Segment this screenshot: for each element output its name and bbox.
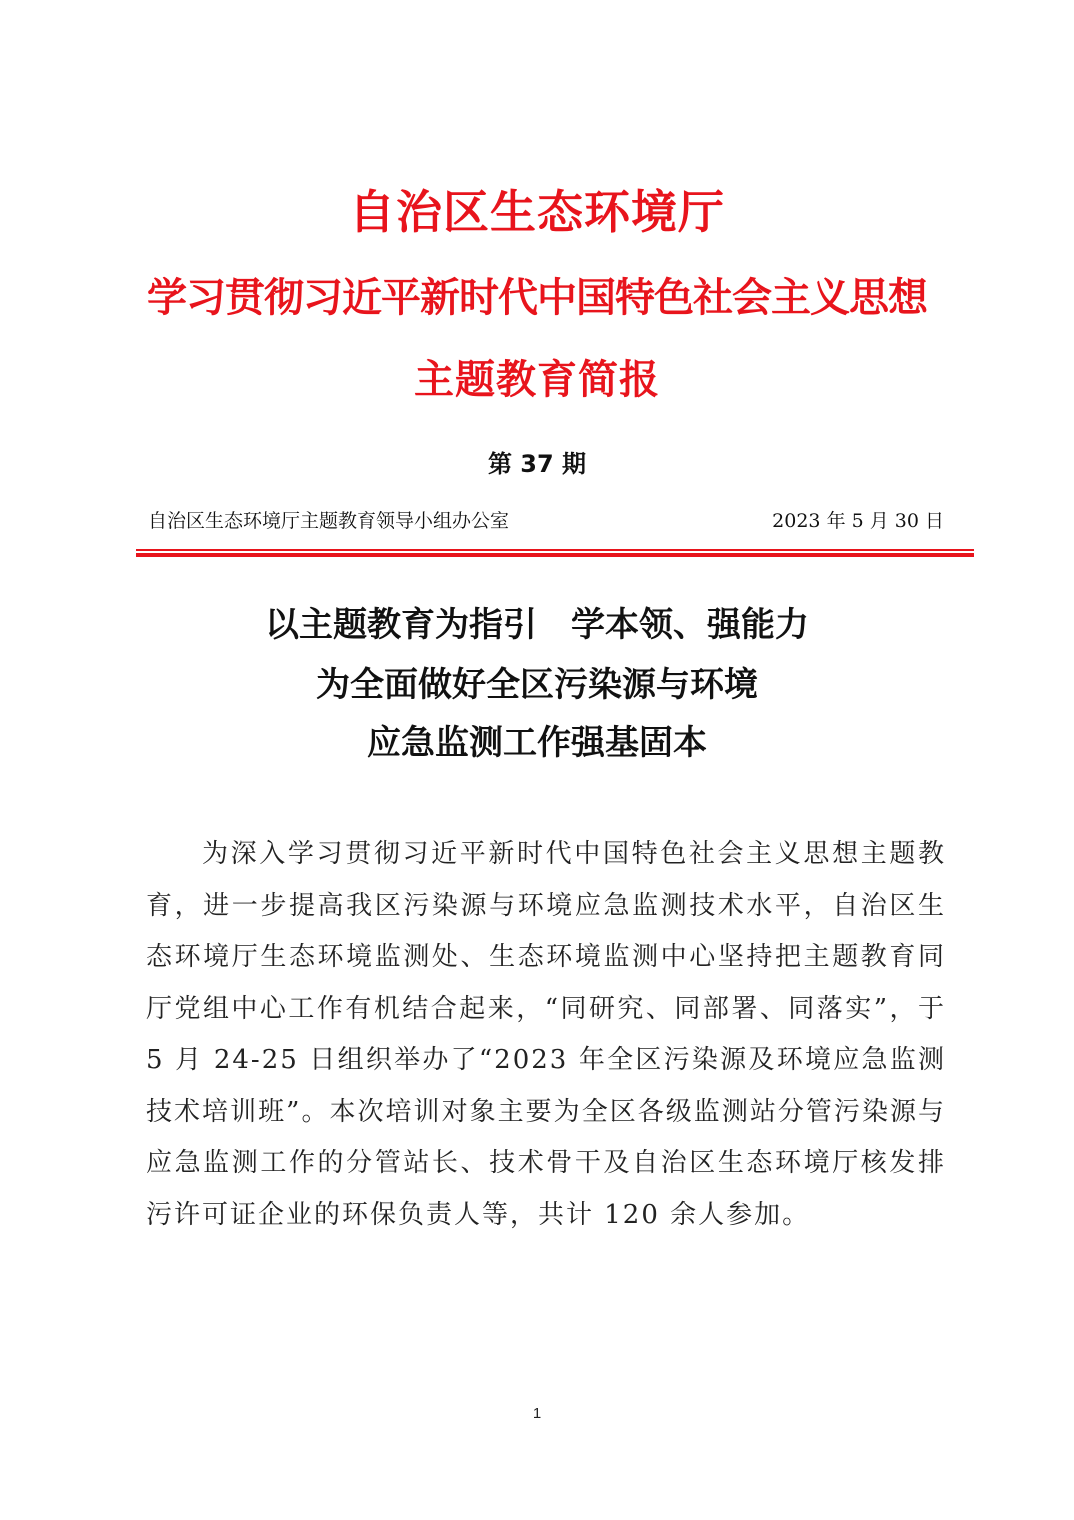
page-number: 1 [532,1405,542,1422]
masthead-bulletin-name: 主题教育简报 [414,356,660,403]
masthead-subtitle: 学习贯彻习近平新时代中国特色社会主义思想 [147,274,927,321]
masthead-title: 自治区生态环境厅 [349,185,725,239]
issue-date: 2023 年 5 月 30 日 [772,510,944,532]
issuer: 自治区生态环境厅主题教育领导小组办公室 [148,510,510,532]
article-headline-line3: 应急监测工作强基固本 [367,723,707,763]
article-headline-line2: 为全面做好全区污染源与环境 [316,665,758,705]
red-divider-thin [136,549,974,551]
issue-number: 第 37 期 [487,450,587,478]
red-divider-thick [136,553,974,557]
article-headline-line1: 以主题教育为指引 学本领、强能力 [265,605,809,645]
body-paragraph: 为深入学习贯彻习近平新时代中国特色社会主义思想主题教育，进一步提高我区污染源与环境应急监测技术水平，自治区生态环境厅生态环境监测处、生态环境监测中心坚持把主题教育同厅党组中心工作有机结合起来，“同研究、同部署、同落实”，于 5 月 24-25 日组织举办了“2023 年全区污染源及环境应急监测技术培训班”。本次培训对象主要为全区各级监测站分管污染源与应急监测工作的分管站长、技术骨干及自治区生态环境厅核发排污许可证企业的环保负责人等，共计 120 余人参加。 [146,839,946,1230]
